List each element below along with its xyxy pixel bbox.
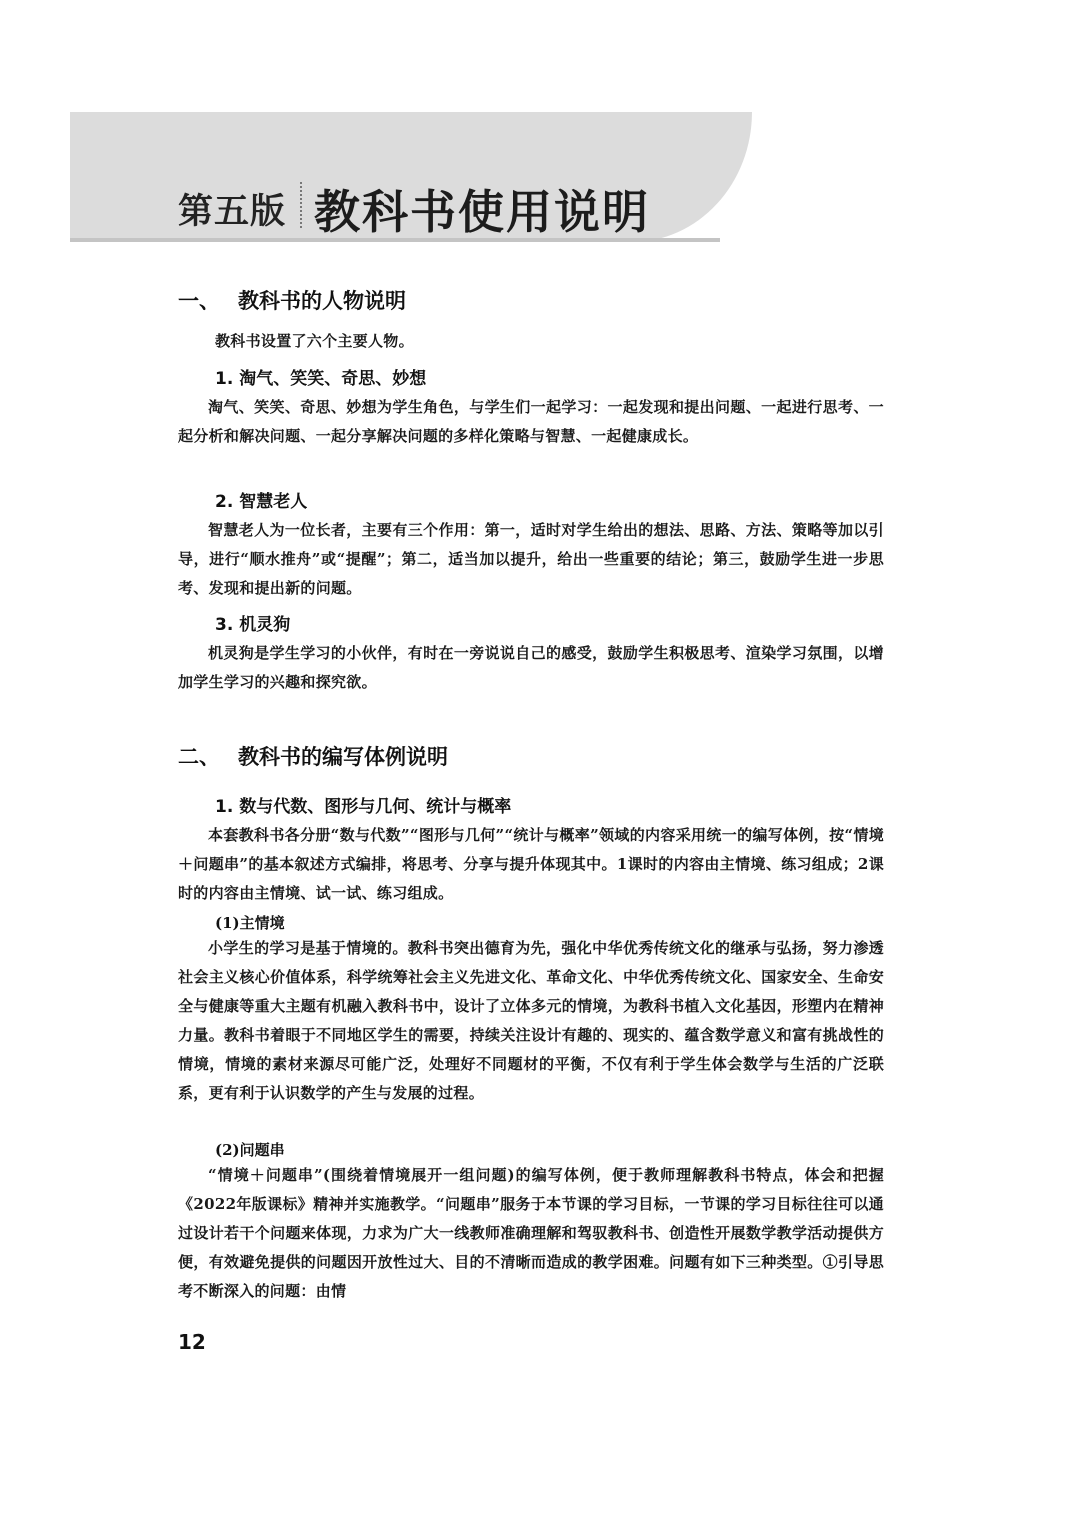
page-title: 教科书使用说明 <box>314 185 650 239</box>
section1-intro: 教科书设置了六个主要人物。 <box>215 332 414 350</box>
sub-text-1: 本套教科书各分册“数与代数”“图形与几何”“统计与概率”领域的内容采用统一的编写体例，按“情境＋问题串”的基本叙述方式编排，将思考、分享与提升体现其中。1课时的内容由主情境、练习组成；2课时的内容由主情境、试一试、练习组成。 <box>178 826 884 902</box>
section-number: 二、 <box>178 745 220 769</box>
item-heading-1: 1. 淘气、笑笑、奇思、妙想 <box>215 369 427 389</box>
item-heading-3: 3. 机灵狗 <box>215 615 291 635</box>
part-text-question-chain: “情境＋问题串”(围绕着情境展开一组问题)的编写体例，便于教师理解教科书特点，体会和把握《2022年版课标》精神并实施教学。“问题串”服务于本节课的学习目标，一节课的学习目标往往可以通过设计若干个问题来体现，力求为广大一线教师准确理解和驾驭教科书、创造性开展数学教学活动提供方便，有效避免提供的问题因开放性过大、目的不清晰而造成的教学困难。问题有如下三种类型。①引导思考不断深入的问题：由情 <box>178 1166 884 1300</box>
version-label: 第五版 <box>178 192 287 232</box>
section-heading-2 <box>178 741 448 771</box>
section-number: 一、 <box>178 289 220 313</box>
item-text-1: 淘气、笑笑、奇思、妙想为学生角色，与学生们一起学习：一起发现和提出问题、一起进行思考、一起分析和解决问题、一起分享解决问题的多样化策略与智慧、一起健康成长。 <box>178 398 884 445</box>
sub-heading-1: 1. 数与代数、图形与几何、统计与概率 <box>215 797 512 817</box>
part-heading-main-scene: (1)主情境 <box>215 914 285 932</box>
section-heading-1 <box>178 285 406 315</box>
item-text-3: 机灵狗是学生学习的小伙伴，有时在一旁说说自己的感受，鼓励学生积极思考、渲染学习氛围，以增加学生学习的兴趣和探究欲。 <box>178 644 884 691</box>
section-title: 教科书的编写体例说明 <box>238 745 448 769</box>
page-number: 12 <box>178 1330 206 1354</box>
part-text-main-scene: 小学生的学习是基于情境的。教科书突出德育为先，强化中华优秀传统文化的继承与弘扬，努力渗透社会主义核心价值体系，科学统筹社会主义先进文化、革命文化、中华优秀传统文化、国家安全、生命安全与健康等重大主题有机融入教科书中，设计了立体多元的情境，为教科书植入文化基因，形塑内在精神力量。教科书着眼于不同地区学生的需要，持续关注设计有趣的、现实的、蕴含数学意义和富有挑战性的情境，情境的素材来源尽可能广泛，处理好不同题材的平衡，不仅有利于学生体会数学与生活的广泛联系，更有利于认识数学的产生与发展的过程。 <box>178 939 884 1102</box>
item-text-2: 智慧老人为一位长者，主要有三个作用：第一，适时对学生给出的想法、思路、方法、策略等加以引导，进行“顺水推舟”或“提醒”；第二，适当加以提升，给出一些重要的结论；第三，鼓励学生进一步思考、发现和提出新的问题。 <box>178 521 884 597</box>
title-separator <box>300 182 302 228</box>
part-heading-question-chain: (2)问题串 <box>215 1141 285 1159</box>
section-title: 教科书的人物说明 <box>238 289 406 313</box>
item-heading-2: 2. 智慧老人 <box>215 492 308 512</box>
